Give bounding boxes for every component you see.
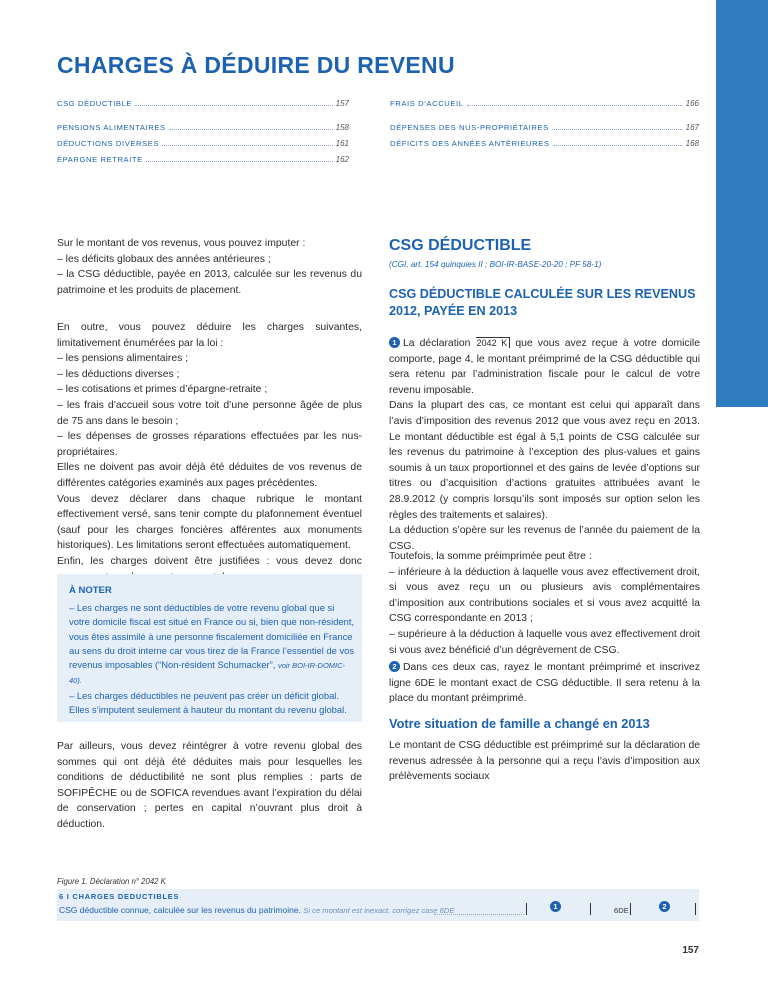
- toc-item-page: 162: [335, 155, 349, 164]
- form-box-code: 6DE: [614, 906, 629, 915]
- toc-item-page: 168: [685, 139, 699, 148]
- toc-item-page: 166: [685, 99, 699, 108]
- page-title: CHARGES À DÉDUIRE DU REVENU: [57, 52, 455, 78]
- charges-paragraph: Enfin, les charges doivent être justifiées : vous devez donc: [57, 555, 362, 567]
- toc-item[interactable]: [390, 123, 699, 132]
- toc-item-label: FRAIS D’ACCUEIL: [390, 99, 464, 108]
- toc-item[interactable]: [390, 139, 699, 148]
- toc-item-page: 158: [335, 123, 349, 132]
- form-line-text: CSG déductible connue, calculée sur les revenus du patrimoine.: [59, 905, 301, 915]
- list-item: – les cotisations et primes d’épargne-retraite ;: [57, 384, 268, 396]
- form-reference: 2042 K: [476, 337, 511, 348]
- intro-paragraph: [57, 236, 362, 298]
- subsection-heading: CSG DÉDUCTIBLE CALCULÉE SUR LES REVENUS 2012, PAYÉE EN 2013: [389, 287, 696, 318]
- body-paragraph: Dans la plupart des cas, ce montant est celui qui apparaît dans l’avis d’imposition des revenus 2012 que vous avez reçu en 2013. Le montant déductible est égal à 5,1 points de CSG calculée sur les revenus du patrimoine à l’exception des plus-values et gains soumis à un taux proportionnel et des gains de levée d’options sur titres ou d’acquisition d’actions gratuites attribuées avant le 28.9.2012 (y compris lorsqu’ils sont imposés sur option selon les règles des traitements et salaires).: [389, 400, 700, 521]
- toc-item[interactable]: [57, 139, 349, 148]
- list-item: – supérieure à la déduction à laquelle vous avez effectivement droit si vous avez bénéficié d’un dégrèvement de CSG.: [389, 628, 700, 656]
- charges-section: [57, 320, 362, 585]
- note-reference: voir BOI-IR-DOMIC-40).: [69, 661, 346, 686]
- toc-item-label: DÉDUCTIONS DIVERSES: [57, 139, 160, 148]
- list-item: – les pensions alimentaires ;: [57, 353, 189, 365]
- list-item: – inférieure à la déduction à laquelle vous avez effectivement droit, si vous avez reçu un ou plusieurs avis complémentaires d’imposition aux contributions sociales et si vous avez acquitté la CSG correspondante en 2013 ;: [389, 566, 700, 625]
- marker-1-badge: 1: [550, 901, 561, 912]
- toc-item-page: 167: [685, 123, 699, 132]
- list-item: – les déductions diverses ;: [57, 368, 180, 380]
- form-field-divider: [630, 903, 631, 915]
- toc-item-label: DÉPENSES DES NUS-PROPRIÉTAIRES: [390, 123, 549, 132]
- csg-correction: [389, 660, 700, 707]
- note-title: À NOTER: [69, 585, 112, 596]
- toc-item[interactable]: [390, 99, 699, 108]
- body-text: Dans ces deux cas, rayez le montant préimprimé et inscrivez ligne 6DE le montant exact de CSG déductible. Il sera retenu à la place du montant préimprimé.: [389, 662, 700, 705]
- reintegration-text: Par ailleurs, vous devez réintégrer à votre revenu global des sommes qui ont déjà été déduites mais pour lesquelles les conditions de déductibilité ne sont plus remplies : parts de SOFIPÊCHE ou de SOFICA revendues avant l’expiration du délai de conservation ; pertes en capital n’ouvrant plus droit à déduction.: [57, 741, 362, 830]
- note-item: – Les charges déductibles ne peuvent pas créer un déficit global. Elles s’imputent seulement à hauteur du montant du revenu global.: [69, 689, 347, 716]
- toc-item-page: 157: [335, 99, 349, 108]
- form-header: 6 I CHARGES DEDUCTIBLES: [59, 892, 180, 901]
- note-body: [69, 601, 355, 717]
- toc-item[interactable]: [57, 123, 349, 132]
- form-line: [59, 905, 454, 915]
- charges-paragraph: Vous devez déclarer dans chaque rubrique le montant effectivement versé, sans tenir compte du plafonnement éventuel (sauf pour les charges foncières afférentes aux monuments historiques). Les limitations seront effectuées automatiquement.: [57, 493, 362, 552]
- page-number: 157: [682, 945, 699, 956]
- family-change-heading: Votre situation de famille a changé en 2013: [389, 716, 650, 731]
- marker-1-badge: 1: [389, 337, 400, 348]
- body-text: que vous avez reçue à votre domicile comporte, page 4, le montant préimprimé de la CSG déductible qui sera retenu par l’administration fiscale pour le calcul de votre revenu imposable.: [389, 338, 700, 396]
- figure-caption: Figure 1. Déclaration n° 2042 K: [57, 877, 166, 886]
- family-change-text: [389, 738, 700, 785]
- side-accent-bar: [716, 0, 768, 407]
- note-item: – Les charges ne sont déductibles de votre revenu global que si votre domicile fiscal est situé en France ou si, bien que non-résident, vous êtes assimilé à une personne fiscalement domiciliée en France au sens du droit interne car vous tirez de la France l’essentiel de vos revenus imposables (“Non-résident Schumacker”,: [69, 602, 355, 671]
- marker-2-badge: 2: [659, 901, 670, 912]
- form-line-hint: Si ce montant est inexact, corrigez case 6DE: [303, 906, 455, 915]
- toc-item-label: DÉFICITS DES ANNÉES ANTÉRIEURES: [390, 139, 550, 148]
- toc-item-label: PENSIONS ALIMENTAIRES: [57, 123, 166, 132]
- list-item: – les dépenses de grosses réparations effectuées par les nus-propriétaires.: [57, 431, 362, 458]
- form-excerpt: [57, 889, 699, 921]
- toc-item-label: ÉPARGNE RETRAITE: [57, 155, 143, 164]
- section-heading: CSG DÉDUCTIBLE: [389, 237, 532, 254]
- toc-item[interactable]: [57, 99, 349, 108]
- list-item: – les frais d’accueil sous votre toit d’une personne âgée de plus de 75 ans dans le besoin ;: [57, 399, 362, 427]
- form-dotted-leader: [434, 914, 524, 915]
- legal-reference: (CGI, art. 154 quinquies II ; BOI-IR-BASE-20-20 ; PF 58-1): [389, 260, 602, 269]
- form-field-divider: [695, 903, 696, 915]
- form-field-divider: [590, 903, 591, 915]
- toc-item-page: 161: [335, 139, 349, 148]
- list-item: – les déficits globaux des années antérieures ;: [57, 253, 271, 265]
- body-paragraph: La déduction s’opère sur les revenus de l’année du paiement de la CSG.: [389, 525, 700, 552]
- toc-item-label: CSG DÉDUCTIBLE: [57, 99, 133, 108]
- form-field-divider: [526, 903, 527, 915]
- list-item: – la CSG déductible, payée en 2013, calculée sur les revenus du patrimoine et les produits de placement.: [57, 269, 362, 296]
- charges-paragraph: Elles ne doivent pas avoir déjà été déduites de vos revenus de différentes catégories examinés aux pages précédentes.: [57, 462, 362, 489]
- reintegration-paragraph: [57, 739, 362, 833]
- note-box: [57, 574, 362, 722]
- csg-exceptions: [389, 549, 700, 658]
- toc-item[interactable]: [57, 155, 349, 164]
- intro-lead: Sur le montant de vos revenus, vous pouvez imputer :: [57, 238, 306, 249]
- marker-2-badge: 2: [389, 661, 400, 672]
- csg-body: [389, 336, 700, 554]
- charges-lead: En outre, vous pouvez déduire les charges suivantes, limitativement énumérées par la loi :: [57, 322, 362, 349]
- body-text: La déclaration: [403, 338, 471, 349]
- body-paragraph: Toutefois, la somme préimprimée peut être :: [389, 551, 592, 562]
- body-paragraph: Le montant de CSG déductible est préimprimé sur la déclaration de revenus adressée à la personne qui a reçu l’avis d’imposition aux prélèvements sociaux: [389, 740, 700, 783]
